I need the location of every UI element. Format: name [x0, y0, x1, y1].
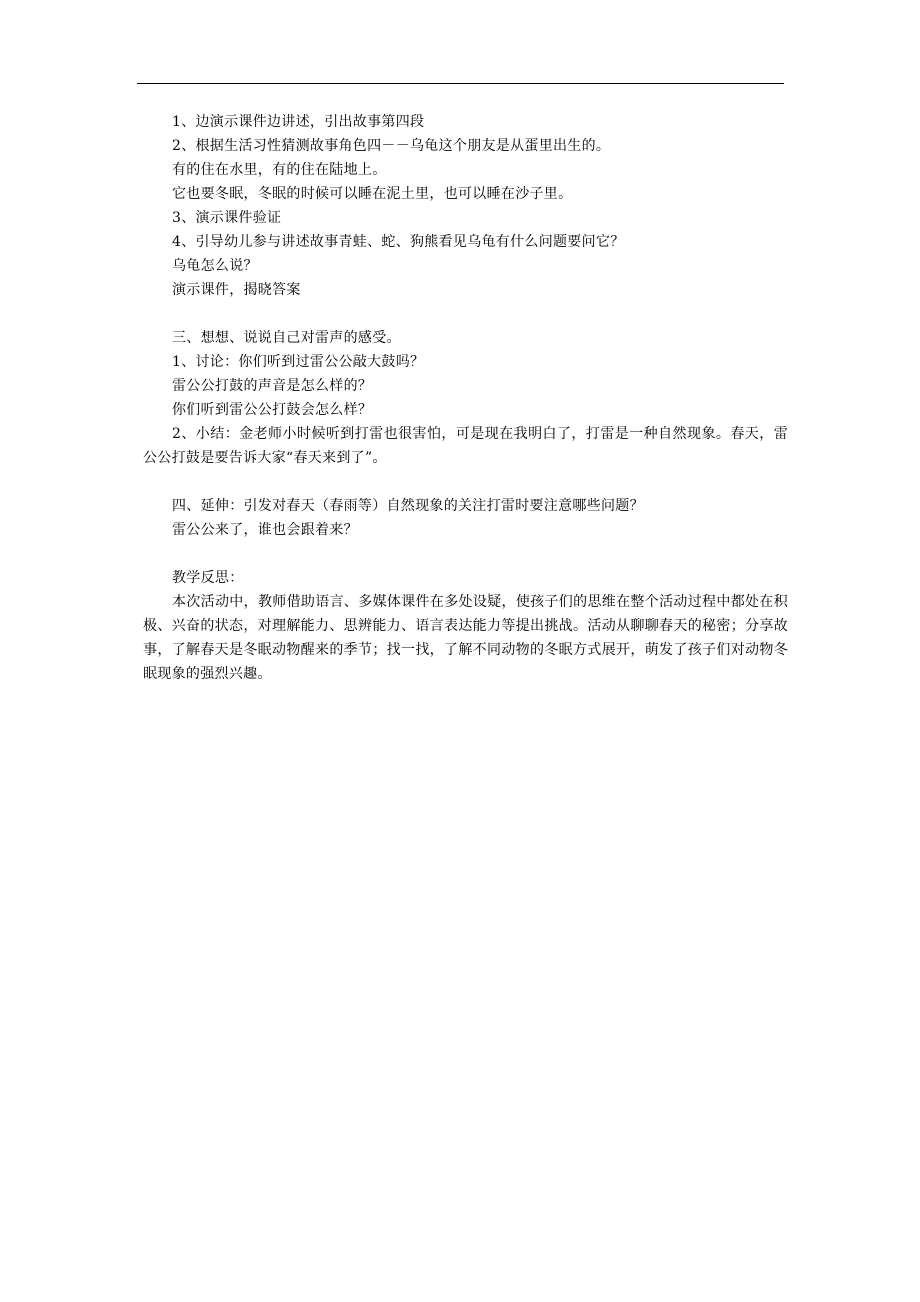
step-2: 2、根据生活习性猜测故事角色四－－乌龟这个朋友是从蛋里出生的。: [172, 138, 611, 154]
section-4-line-2: 雷公公来了，谁也会跟着来？: [172, 522, 358, 538]
step-2-line-3: 它也要冬眠，冬眠的时候可以睡在泥土里，也可以睡在沙子里。: [172, 186, 573, 202]
summary-paragraph: 2、小结：金老师小时候听到打雷也很害怕，可是现在我明白了，打雷是一种自然现象。春天，雷公公打鼓是要告诉大家“春天来到了”。: [143, 426, 788, 466]
document-body: [143, 110, 788, 686]
step-3: 3、演示课件验证: [172, 210, 282, 226]
discussion-line-3: 你们听到雷公公打鼓会怎么样？: [172, 402, 373, 418]
discussion-line-2: 雷公公打鼓的声音是怎么样的？: [172, 378, 373, 394]
discussion-item: 1、讨论：你们听到过雷公公敲大鼓吗？: [172, 354, 425, 370]
step-4: 4、引导幼儿参与讲述故事青蛙、蛇、狗熊看见乌龟有什么问题要问它？: [172, 234, 625, 250]
reflection-heading: 教学反思：: [172, 570, 244, 586]
section-3-heading: 三、想想、说说自己对雷声的感受。: [172, 330, 401, 346]
section-4-heading: 四、延伸：引发对春天（春雨等）自然现象的关注打雷时要注意哪些问题？: [172, 498, 644, 514]
step-4-line-2: 乌龟怎么说？: [172, 258, 258, 274]
spacer: [143, 302, 788, 326]
spacer: [143, 470, 788, 494]
header-rule: [137, 83, 784, 84]
step-1: 1、边演示课件边讲述，引出故事第四段: [172, 114, 425, 130]
step-2-line-2: 有的住在水里，有的住在陆地上。: [172, 162, 387, 178]
spacer: [143, 542, 788, 566]
reflection-paragraph: 本次活动中，教师借助语言、多媒体课件在多处设疑，使孩子们的思维在整个活动过程中都处在积极、兴奋的状态，对理解能力、思辨能力、语言表达能力等提出挑战。活动从聊聊春天的秘密；分享故事，了解春天是冬眠动物醒来的季节；找一找，了解不同动物的冬眠方式展开，萌发了孩子们对动物冬眠现象的强烈兴趣。: [143, 594, 788, 682]
step-4-line-3: 演示课件，揭晓答案: [172, 282, 301, 298]
